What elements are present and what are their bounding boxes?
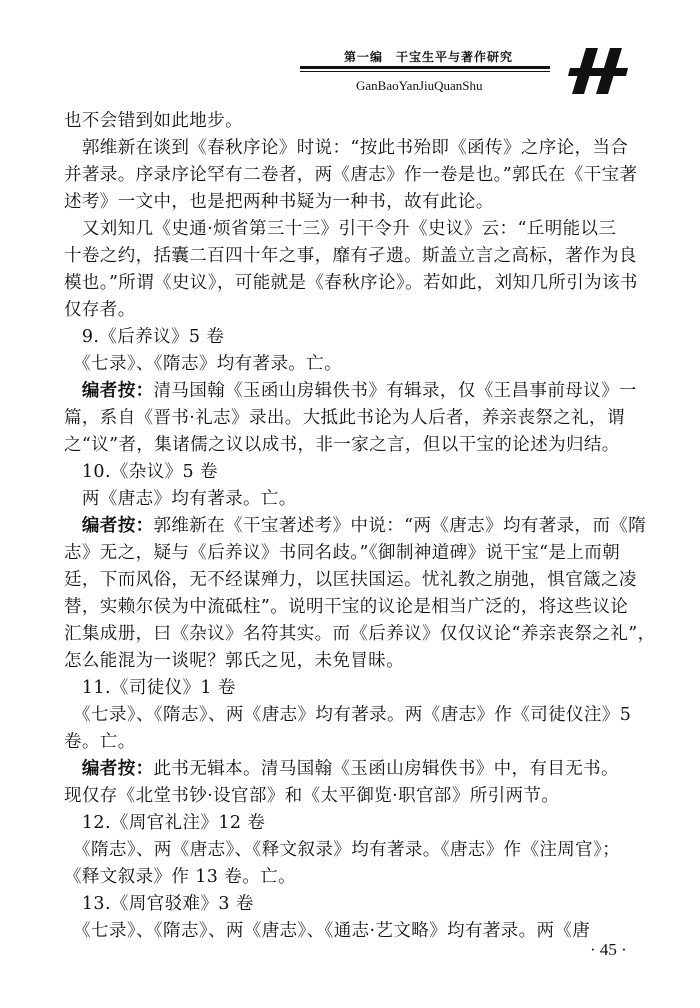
text-line: 仅存者。 [64, 300, 136, 320]
text-line: 汇集成册，曰《杂议》名符其实。而《后养议》仅仅议论“养亲丧祭之礼”， [64, 624, 656, 644]
editor-note-label: 编者按： [81, 381, 154, 401]
editor-note-label: 编者按： [81, 516, 154, 536]
text-line: 卷。亡。 [64, 732, 136, 752]
text-line: 10.《杂议》5 卷 [64, 462, 218, 482]
page-number: · 45 · [590, 940, 627, 959]
text-line: 12.《周官礼注》12 卷 [64, 813, 266, 833]
section-title: 第一编 干宝生平与著作研究 [344, 50, 514, 64]
text-line: 《隋志》、两《唐志》、《释文叙录》均有著录。《唐志》作《注周官》； [64, 840, 621, 860]
header-rule [300, 66, 550, 69]
text-line: 并著录。序录序论罕有二卷者，两《唐志》作一卷是也。”郭氏在《干宝著 [64, 165, 638, 185]
text-line: 11.《司徒仪》1 卷 [64, 678, 236, 698]
text-line: 模也。”所谓《史议》，可能就是《春秋序论》。若如此，刘知几所引为该书 [64, 273, 638, 293]
text-line: 怎么能混为一谈呢？郭氏之见，未免冒昧。 [64, 651, 405, 671]
text-line: 廷，下而风俗，无不经谋殚力，以匡扶国运。忧礼教之崩弛，惧官箴之凌 [64, 570, 637, 590]
text-line: 十卷之约，括囊二百四十年之事，靡有孑遗。斯盖立言之高标，著作为良 [64, 246, 637, 266]
text-line: 又刘知几《史通·烦省第三十三》引干令升《史议》云：“丘明能以三 [64, 219, 617, 239]
text-line: 编者按：清马国翰《玉函山房辑佚书》有辑录，仅《王昌事前母议》一 [81, 381, 637, 401]
text-line: 《释文叙录》作 13 卷。亡。 [64, 867, 296, 887]
header-logo-icon [562, 46, 632, 96]
text-line: 替，实赖尔侯为中流砥柱”。说明干宝的议论是相当广泛的，将这些议论 [64, 597, 629, 617]
text-line: 《七录》、《隋志》、两《唐志》、《通志·艺文略》均有著录。两《唐 [64, 921, 591, 941]
text-line: 郭维新在谈到《春秋序论》时说：“按此书殆即《函传》之序论，当合 [64, 138, 629, 158]
text-line: 现仅存《北堂书钞·设官部》和《太平御览·职官部》所引两节。 [64, 786, 560, 806]
text-line: 述考》一文中，也是把两种书疑为一种书，故有此论。 [64, 192, 494, 212]
text-line: 之“议”者，集诸儒之议以成书，非一家之言，但以干宝的论述为归结。 [64, 435, 620, 455]
text-line: 13.《周官驳难》3 卷 [64, 894, 254, 914]
text-line: 编者按：此书无辑本。清马国翰《玉函山房辑佚书》中，有目无书。 [81, 759, 619, 779]
text-line: 也不会错到如此地步。 [64, 111, 243, 131]
text-line: 《七录》、《隋志》、两《唐志》均有著录。两《唐志》作《司徒仪注》5 [64, 705, 632, 725]
text-line: 志》无之，疑与《后养议》书同名歧。”《御制神道碑》说干宝“是上而朝 [64, 543, 621, 563]
running-header [300, 44, 660, 96]
editor-note-label: 编者按： [81, 759, 154, 779]
text-line: 编者按：郭维新在《干宝著述考》中说：“两《唐志》均有著录，而《隋 [81, 516, 647, 536]
text-line: 9.《后养议》5 卷 [64, 327, 225, 347]
text-line: 《七录》、《隋志》均有著录。亡。 [64, 354, 343, 374]
book-title-pinyin: GanBaoYanJiuQuanShu [356, 78, 483, 93]
text-line: 篇，系自《晋书·礼志》录出。大抵此书论为人后者，养亲丧祭之礼，谓 [64, 408, 625, 428]
text-line: 两《唐志》均有著录。亡。 [64, 489, 297, 509]
header-rule-thin [300, 71, 550, 72]
